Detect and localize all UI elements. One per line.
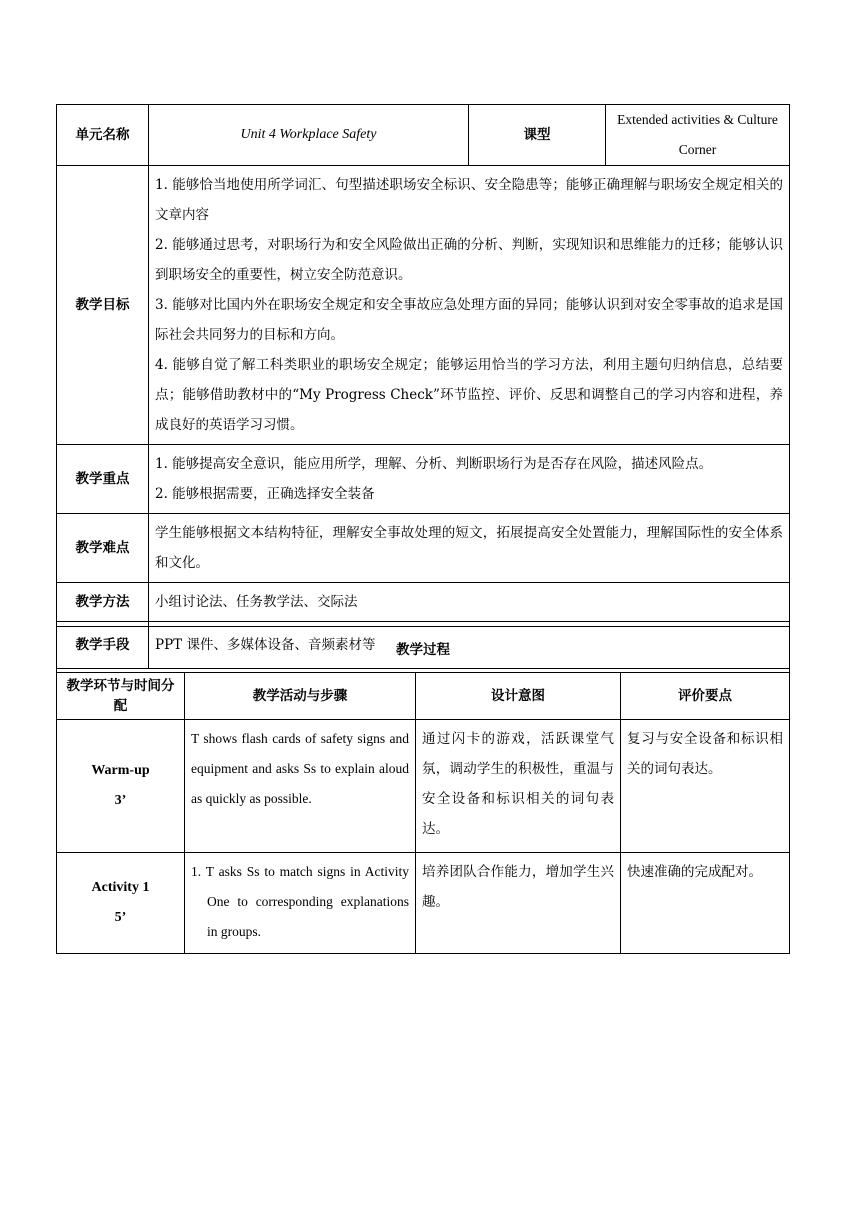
means-text: PPT 课件、多媒体设备、音频素材等 <box>149 622 790 669</box>
lesson-info-table <box>56 104 790 669</box>
process-title: 教学过程 <box>57 627 790 673</box>
objective-item: 1. 能够恰当地使用所学词汇、句型描述职场安全标识、安全隐患等；能够正确理解与职场安全规定相关的文章内容 <box>155 177 783 223</box>
key-points-cell <box>149 445 790 514</box>
col-header-evaluation: 评价要点 <box>621 673 790 720</box>
stage-name: Activity 1 <box>91 880 150 895</box>
process-title-row <box>57 627 790 673</box>
key-points-row <box>57 445 790 514</box>
col-header-intent: 设计意图 <box>416 673 621 720</box>
objectives-row <box>57 166 790 445</box>
col-header-activity: 教学活动与步骤 <box>185 673 416 720</box>
difficulties-label: 教学难点 <box>57 514 149 583</box>
stage-cell <box>57 853 185 954</box>
objective-item: 3. 能够对比国内外在职场安全规定和安全事故应急处理方面的异同；能够认识到对安全零事故的追求是国际社会共同努力的目标和方向。 <box>155 297 783 343</box>
intent-text: 通过闪卡的游戏，活跃课堂气氛，调动学生的积极性，重温与安全设备和标识相关的词句表达。 <box>416 720 621 853</box>
objectives-label: 教学目标 <box>57 166 149 445</box>
methods-text: 小组讨论法、任务教学法、交际法 <box>149 583 790 622</box>
objective-item: 4. 能够自觉了解工科类职业的职场安全规定；能够运用恰当的学习方法，利用主题句归纳信息，总结要点；能够借助教材中的“My Progress Check”环节监控、评价、反思和调整自己的学习内容和进程，养成良好的英语学习习惯。 <box>155 357 783 433</box>
means-label: 教学手段 <box>57 622 149 669</box>
process-row <box>57 853 790 954</box>
activity-step: 1. T asks Ss to match signs in Activity One to corresponding explanations in groups. <box>191 864 409 939</box>
unit-row <box>57 105 790 166</box>
difficulties-text: 学生能够根据文本结构特征，理解安全事故处理的短文，拓展提高安全处置能力，理解国际性的安全体系和文化。 <box>149 514 790 583</box>
stage-cell <box>57 720 185 853</box>
stage-time: 3’ <box>114 793 127 808</box>
col-header-stage: 教学环节与时间分配 <box>57 673 185 720</box>
objective-item: 2. 能够通过思考，对职场行为和安全风险做出正确的分析、判断，实现知识和思维能力的迁移；能够认识到职场安全的重要性，树立安全防范意识。 <box>155 237 783 283</box>
process-row <box>57 720 790 853</box>
stage-time: 5’ <box>114 910 127 925</box>
evaluation-text: 快速准确的完成配对。 <box>621 853 790 954</box>
objectives-cell <box>149 166 790 445</box>
activity-text <box>185 853 416 954</box>
intent-text: 培养团队合作能力，增加学生兴趣。 <box>416 853 621 954</box>
key-point-item: 2. 能够根据需要，正确选择安全装备 <box>155 486 375 502</box>
difficulties-row <box>57 514 790 583</box>
methods-label: 教学方法 <box>57 583 149 622</box>
methods-row <box>57 583 790 622</box>
teaching-process-table <box>56 626 790 954</box>
stage-name: Warm-up <box>91 763 150 778</box>
unit-label: 单元名称 <box>57 105 149 166</box>
unit-value: Unit 4 Workplace Safety <box>149 105 469 166</box>
evaluation-text: 复习与安全设备和标识相关的词句表达。 <box>621 720 790 853</box>
type-label: 课型 <box>469 105 606 166</box>
process-header-row <box>57 673 790 720</box>
key-points-label: 教学重点 <box>57 445 149 514</box>
activity-text: T shows flash cards of safety signs and equipment and asks Ss to explain aloud as quickly as possible. <box>185 720 416 853</box>
type-value: Extended activities & Culture Corner <box>606 105 790 166</box>
key-point-item: 1. 能够提高安全意识，能应用所学，理解、分析、判断职场行为是否存在风险，描述风险点。 <box>155 456 713 472</box>
